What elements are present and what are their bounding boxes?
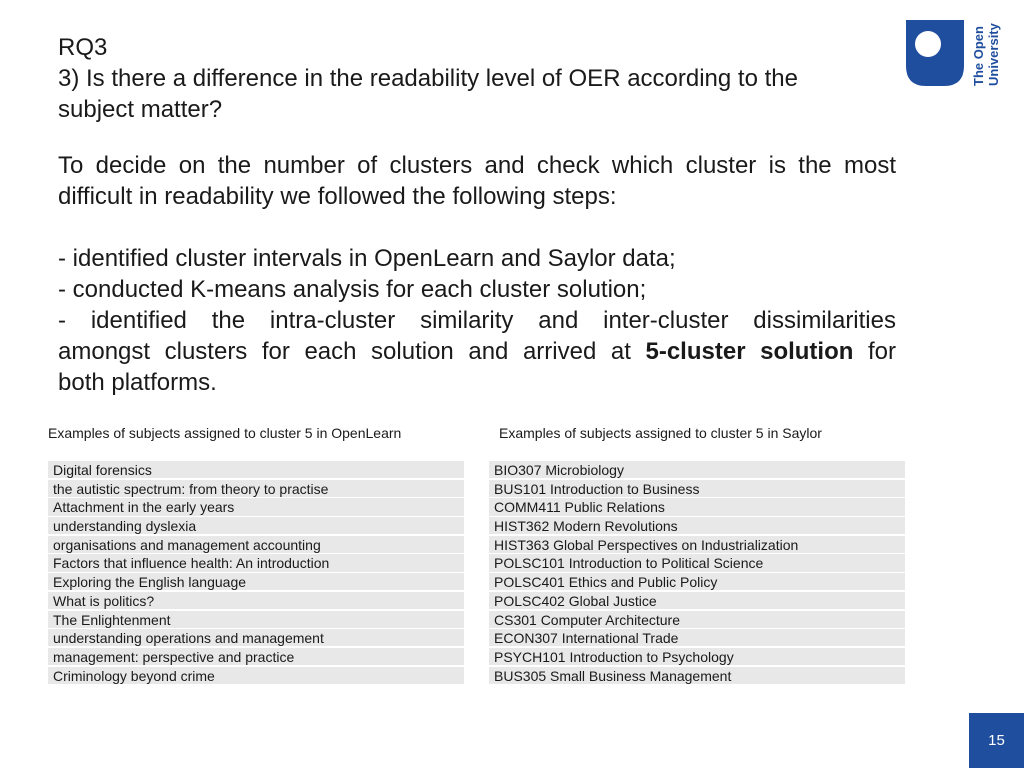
list-item: POLSC402 Global Justice <box>489 592 905 609</box>
step-3-line-2 <box>58 336 896 367</box>
step-3-line-1: - identified the intra-cluster similarity and inter-cluster dissimilarities <box>58 307 896 334</box>
list-item: organisations and management accounting <box>48 536 464 553</box>
list-item: BUS101 Introduction to Business <box>489 480 905 497</box>
list-item: understanding operations and management <box>48 629 464 646</box>
steps-list <box>58 243 896 398</box>
logo-text-line2: University <box>986 23 1001 86</box>
list-item: The Enlightenment <box>48 611 464 628</box>
saylor-subject-list <box>489 461 905 685</box>
list-item: POLSC101 Introduction to Political Science <box>489 554 905 571</box>
list-item: the autistic spectrum: from theory to practise <box>48 480 464 497</box>
list-item: Factors that influence health: An introduction <box>48 554 464 571</box>
list-item: management: perspective and practice <box>48 648 464 665</box>
question-line-1: 3) Is there a difference in the readability level of OER according to the <box>58 65 798 92</box>
rq-label: RQ3 <box>58 34 108 61</box>
intro-paragraph: To decide on the number of clusters and check which cluster is the most difficult in readability we followed the following steps: <box>58 152 896 210</box>
step-1: - identified cluster intervals in OpenLearn and Saylor data; <box>58 245 676 272</box>
step-3-line-3: both platforms. <box>58 369 217 396</box>
openlearn-caption: Examples of subjects assigned to cluster 5 in OpenLearn <box>48 425 402 441</box>
question-line-2: subject matter? <box>58 96 223 123</box>
list-item: CS301 Computer Architecture <box>489 611 905 628</box>
list-item: Digital forensics <box>48 461 464 478</box>
slide-title <box>58 32 878 125</box>
step-3-text: amongst clusters for each solution and arrived at <box>58 338 646 365</box>
openlearn-subject-list <box>48 461 464 685</box>
open-university-logo <box>906 20 1002 88</box>
list-item: Criminology beyond crime <box>48 667 464 684</box>
list-item: Attachment in the early years <box>48 498 464 515</box>
list-item: HIST363 Global Perspectives on Industrialization <box>489 536 905 553</box>
five-cluster-solution: 5-cluster solution <box>645 338 854 365</box>
logo-circle-icon <box>915 31 941 57</box>
step-2: - conducted K-means analysis for each cluster solution; <box>58 276 647 303</box>
page-number: 15 <box>969 713 1024 768</box>
list-item: What is politics? <box>48 592 464 609</box>
list-item: POLSC401 Ethics and Public Policy <box>489 573 905 590</box>
list-item: PSYCH101 Introduction to Psychology <box>489 648 905 665</box>
list-item: understanding dyslexia <box>48 517 464 534</box>
list-item: COMM411 Public Relations <box>489 498 905 515</box>
list-item: HIST362 Modern Revolutions <box>489 517 905 534</box>
list-item: Exploring the English language <box>48 573 464 590</box>
saylor-caption: Examples of subjects assigned to cluster 5 in Saylor <box>499 425 822 441</box>
list-item: BUS305 Small Business Management <box>489 667 905 684</box>
list-item: BIO307 Microbiology <box>489 461 905 478</box>
step-3-suffix: for <box>853 338 896 365</box>
logo-text-line1: The Open <box>971 26 986 86</box>
list-item: ECON307 International Trade <box>489 629 905 646</box>
